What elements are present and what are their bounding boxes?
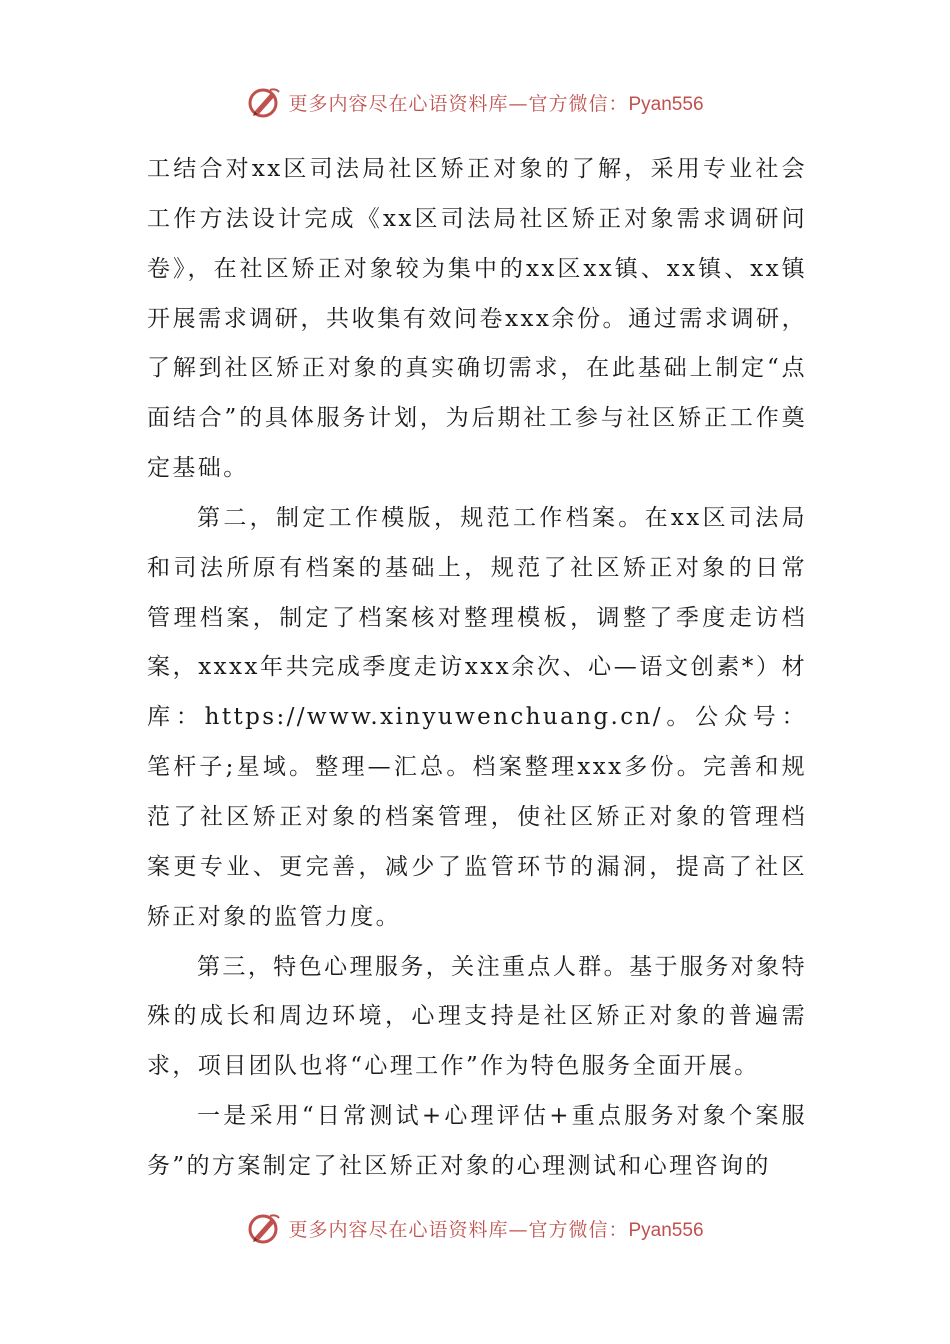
paragraph: 一是采用“日常测试+心理评估+重点服务对象个案服务”的方案制定了社区矫正对象的心理测试和心理咨询的 [147,1103,807,1179]
paragraph: 第三，特色心理服务，关注重点人群。基于服务对象特殊的成长和周边环境，心理支持是社区矫正对象的普遍需求，项目团队也将“心理工作”作为特色服务全面开展。 [147,953,807,1080]
paragraph: 工结合对xx区司法局社区矫正对象的了解，采用专业社会工作方法设计完成《xx区司法局社区矫正对象需求调研问卷》，在社区矫正对象较为集中的xx区xx镇、xx镇、xx镇开展需求调研，共收集有效问卷xxx余份。通过需求调研，了解到社区矫正对象的真实确切需求，在此基础上制定“点面结合”的具体服务计划，为后期社工参与社区矫正工作奠定基础。 [147,156,807,482]
pen-logo-icon [246,84,282,120]
banner-text [288,89,703,116]
document-body [147,145,807,1192]
footer-banner [0,1210,950,1246]
pen-logo-icon [246,1210,282,1246]
banner-text [288,1215,703,1242]
banner-label: 更多内容尽在心语资料库—官方微信： [288,92,629,115]
paragraph: 第二，制定工作模版，规范工作档案。在xx区司法局和司法所原有档案的基础上，规范了社区矫正对象的日常管理档案，制定了档案核对整理模板，调整了季度走访档案，xxxx年共完成季度走访xxx余次、心—语文创素*）材库：https://www.xinyuwenchuang.cn/。公众号：笔杆子;星域。整理—汇总。档案整理xxx多份。完善和规范了社区矫正对象的档案管理，使社区矫正对象的管理档案更专业、更完善，减少了监管环节的漏洞，提高了社区矫正对象的监管力度。 [147,504,807,930]
header-banner [0,84,950,120]
banner-wechat-id: Pyan556 [628,93,704,115]
banner-wechat-id: Pyan556 [628,1219,704,1241]
banner-label: 更多内容尽在心语资料库—官方微信： [288,1218,629,1241]
